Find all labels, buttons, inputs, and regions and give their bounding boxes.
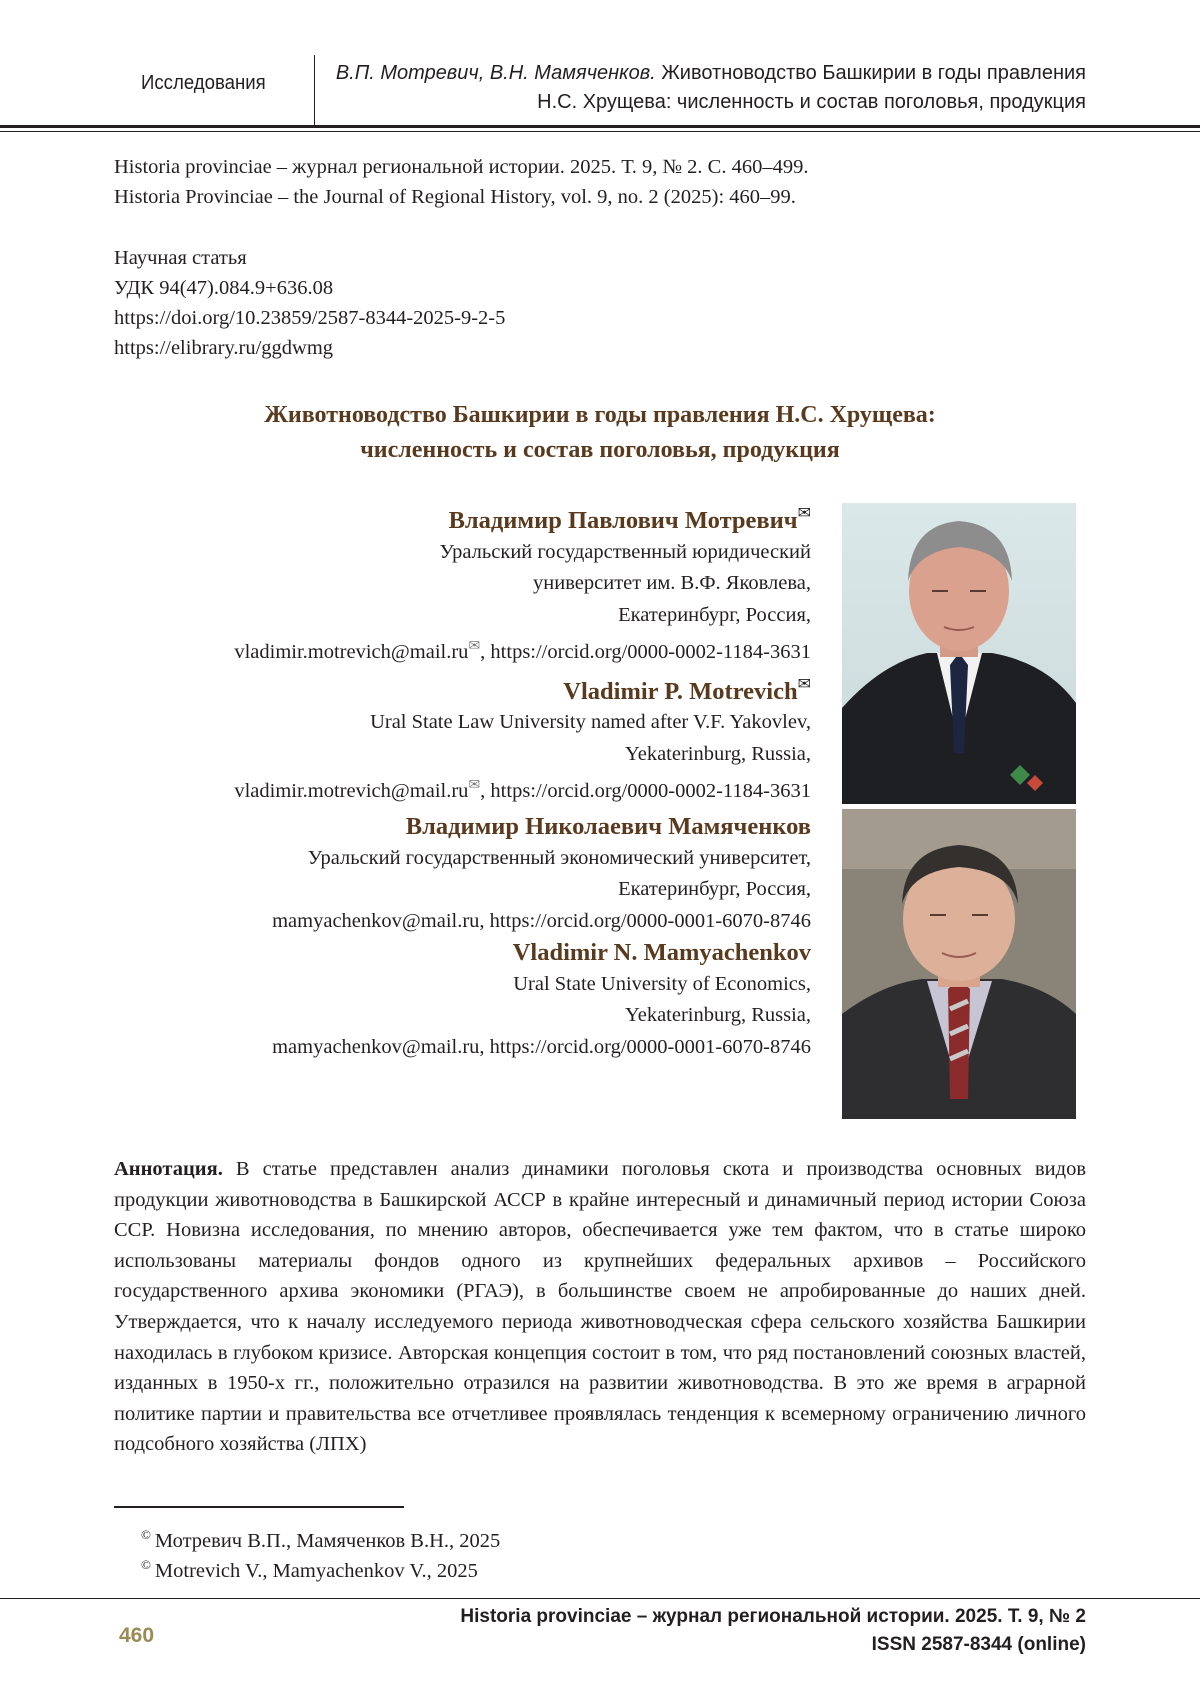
author-1-city-ru: Екатеринбург, Россия, — [618, 603, 811, 626]
author-2-name-ru: Владимир Николаевич Мамяченков — [405, 813, 811, 840]
author-2-name-en: Vladimir N. Mamyachenkov — [512, 939, 811, 966]
abstract-text: В статье представлен анализ динамики поголовья скота и производства основных видов продукции животноводства в Башкирской АССР в крайне интересный и динамичный период истории Союза ССР. Новизна исследования, по мнению авторов, обеспечивается уже тем фактом, что в статье широко использованы материалы фондов одного из крупнейших федеральных архивов – Российского государственного архива экономики (РГАЭ), в большинстве своем не апробированные до наших дней. Утверждается, что к началу исследуемого периода животноводческая сфера сельского хозяйства Башкирии находилась в глубоком кризисе. Авторская концепция состоит в том, что ряд постановлений союзных властей, изданных в 1950-х гг., положительно отразился на развитии животноводства. В это же время в аграрной политике партии и правительства все отчетливее проявлялась тенденция к всемерному ограничению личного подсобного хозяйства (ЛПХ) — [114, 1158, 1086, 1456]
author-1-name-en: Vladimir P. Motrevich✉ — [563, 675, 811, 705]
author-2-contact-en[interactable]: mamyachenkov@mail.ru, https://orcid.org/0000-0001-6070-8746 — [272, 1035, 811, 1058]
author-1-affiliation-ru-2: университет им. В.Ф. Яковлева, — [533, 572, 811, 594]
header-title-line1: Животноводство Башкирии в годы правления — [661, 62, 1086, 84]
article-meta — [114, 243, 505, 363]
envelope-icon: ✉ — [797, 675, 811, 693]
header-authors: В.П. Мотревич, В.Н. Мамяченков. — [335, 62, 656, 84]
author-1-email[interactable]: vladimir.motrevich@mail.ru — [234, 641, 469, 663]
abstract-label: Аннотация. — [114, 1158, 223, 1180]
article-type: Научная статья — [114, 247, 247, 269]
envelope-icon: ✉ — [468, 639, 481, 654]
author-2-block — [272, 811, 811, 1063]
author-1-orcid[interactable]: , https://orcid.org/0000-0002-1184-3631 — [480, 641, 811, 663]
running-header-title — [336, 59, 1086, 117]
running-header-section: Исследования — [141, 72, 266, 94]
page-number: 460 — [119, 1624, 155, 1647]
footer-rule — [0, 1598, 1200, 1599]
header-rule — [0, 125, 1200, 128]
article-title-line1: Животноводство Башкирии в годы правления Н.С. Хрущева: — [264, 402, 936, 428]
header-title-line2: Н.С. Хрущева: численность и состав поголовья, продукция — [537, 91, 1086, 113]
footnote-rule — [114, 1506, 404, 1508]
author-1-city-en: Yekaterinburg, Russia, — [624, 742, 811, 765]
abstract — [114, 1154, 1086, 1460]
author-1-block — [234, 498, 811, 808]
citation-ru: Historia provinciae – журнал региональной истории. 2025. Т. 9, № 2. С. 460–499. — [114, 156, 809, 178]
citation-block — [114, 152, 808, 212]
author-1-contact-ru — [234, 631, 811, 669]
article-title-line2: численность и состав поголовья, продукция — [360, 437, 840, 463]
author-2-city-en: Yekaterinburg, Russia, — [624, 1004, 811, 1026]
author-1-name-ru: Владимир Павлович Мотревич✉ — [448, 505, 811, 534]
author-1-photo — [842, 503, 1076, 804]
header-divider — [314, 55, 315, 126]
elibrary-link[interactable]: https://elibrary.ru/ggdwmg — [114, 337, 334, 359]
footer-issn: ISSN 2587-8344 (online) — [871, 1634, 1086, 1655]
footer-journal — [460, 1603, 1086, 1659]
author-1-contact-en — [234, 770, 811, 808]
footer-journal-title: Historia provinciae – журнал региональной истории. 2025. Т. 9, № 2 — [460, 1606, 1086, 1627]
envelope-icon: ✉ — [797, 505, 811, 522]
citation-en: Historia Provinciae – the Journal of Regional History, vol. 9, no. 2 (2025): 460–99. — [114, 186, 796, 208]
author-1-orcid-en[interactable]: , https://orcid.org/0000-0002-1184-3631 — [480, 780, 811, 802]
envelope-icon: ✉ — [468, 778, 481, 793]
udc-code: УДК 94(47).084.9+636.08 — [114, 277, 334, 299]
article-title — [114, 398, 1086, 468]
author-1-affiliation-ru-1: Уральский государственный юридический — [439, 540, 811, 563]
copyright-en: © Motrevich V., Mamyachenkov V., 2025 — [141, 1557, 478, 1582]
doi-link[interactable]: https://doi.org/10.23859/2587-8344-2025-9-2-5 — [114, 307, 506, 329]
copyright-ru: © Мотревич В.П., Мамяченков В.Н., 2025 — [141, 1527, 501, 1552]
author-2-affiliation-ru: Уральский государственный экономический университет, — [307, 846, 811, 869]
header-rule-thin — [0, 131, 1200, 132]
author-2-city-ru: Екатеринбург, Россия, — [618, 878, 811, 900]
author-1-email-en[interactable]: vladimir.motrevich@mail.ru — [234, 780, 469, 802]
author-2-affiliation-en: Ural State University of Economics, — [513, 972, 811, 995]
author-2-contact-ru[interactable]: mamyachenkov@mail.ru, https://orcid.org/0000-0001-6070-8746 — [272, 909, 811, 932]
author-2-photo — [842, 809, 1076, 1119]
author-1-affiliation-en: Ural State Law University named after V.F. Yakovlev, — [370, 711, 811, 733]
